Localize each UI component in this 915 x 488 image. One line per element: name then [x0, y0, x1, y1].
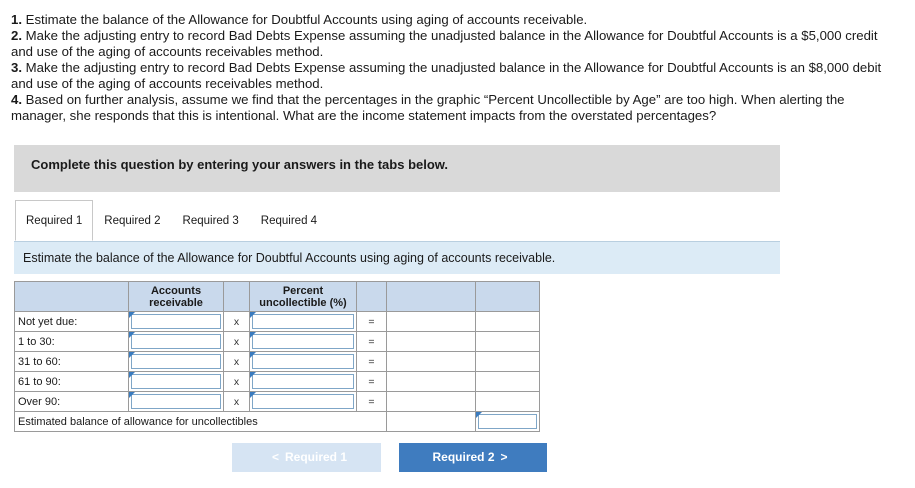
- accounts-receivable-input[interactable]: [131, 394, 221, 409]
- times-symbol: x: [224, 312, 250, 332]
- accounts-receivable-input[interactable]: [131, 374, 221, 389]
- result-cell: [476, 392, 540, 412]
- result-cell: [476, 312, 540, 332]
- result-cell: [387, 372, 476, 392]
- input-flag-icon: [250, 352, 256, 358]
- equals-symbol: =: [357, 392, 387, 412]
- table-row: [15, 392, 540, 412]
- table-row: [15, 352, 540, 372]
- next-required-button[interactable]: [399, 443, 547, 472]
- next-button-label: Required 2: [432, 450, 495, 464]
- header-percent-uncollectible: Percent uncollectible (%): [250, 282, 357, 312]
- percent-uncollectible-input[interactable]: [252, 334, 354, 349]
- estimated-allowance-input[interactable]: [478, 414, 537, 429]
- tab-bar: [15, 200, 328, 242]
- header-blank: [357, 282, 387, 312]
- result-cell: [476, 352, 540, 372]
- table-row: [15, 312, 540, 332]
- input-flag-icon: [129, 352, 135, 358]
- accounts-receivable-input[interactable]: [131, 314, 221, 329]
- header-blank: [15, 282, 129, 312]
- table-row: [15, 372, 540, 392]
- input-flag-icon: [129, 312, 135, 318]
- input-flag-icon: [250, 392, 256, 398]
- input-flag-icon: [250, 372, 256, 378]
- header-blank: [387, 282, 476, 312]
- times-symbol: x: [224, 372, 250, 392]
- row-label: 1 to 30:: [15, 332, 129, 352]
- result-cell: [387, 352, 476, 372]
- input-flag-icon: [129, 332, 135, 338]
- row-label: 31 to 60:: [15, 352, 129, 372]
- tab-instruction: Estimate the balance of the Allowance for Doubtful Accounts using aging of accounts receivable.: [14, 241, 780, 274]
- input-flag-icon: [250, 332, 256, 338]
- aging-table: [14, 281, 540, 432]
- equals-symbol: =: [357, 352, 387, 372]
- equals-symbol: =: [357, 372, 387, 392]
- accounts-receivable-input[interactable]: [131, 334, 221, 349]
- tab-required-2[interactable]: Required 2: [104, 215, 161, 227]
- equals-symbol: =: [357, 332, 387, 352]
- table-header-row: [15, 282, 540, 312]
- row-label: 61 to 90:: [15, 372, 129, 392]
- input-flag-icon: [476, 412, 482, 418]
- row-label: Over 90:: [15, 392, 129, 412]
- question-4: 4. Based on further analysis, assume we find that the percentages in the graphic “Percent Uncollectible by Age” are too high. When alerting the manager, she responds that this is intentional. What are the income statement impacts from the overstated percentages?: [11, 92, 845, 123]
- result-cell: [387, 392, 476, 412]
- instructions-banner: Complete this question by entering your answers in the tabs below.: [14, 145, 780, 192]
- result-cell: [476, 372, 540, 392]
- total-row: [15, 412, 540, 432]
- times-symbol: x: [224, 392, 250, 412]
- header-blank: [224, 282, 250, 312]
- question-list: [11, 12, 901, 124]
- prev-button-label: Required 1: [285, 450, 348, 464]
- question-2: 2. Make the adjusting entry to record Bad Debts Expense assuming the unadjusted balance in the Allowance for Doubtful Accounts is a $5,000 credit and use of the aging of accounts receivables method.: [11, 28, 878, 59]
- percent-uncollectible-input[interactable]: [252, 314, 354, 329]
- tab-required-3[interactable]: Required 3: [182, 215, 239, 227]
- table-row: [15, 332, 540, 352]
- accounts-receivable-input[interactable]: [131, 354, 221, 369]
- equals-symbol: =: [357, 312, 387, 332]
- question-1: 1. Estimate the balance of the Allowance for Doubtful Accounts using aging of accounts receivable.: [11, 12, 588, 27]
- chevron-left-icon: <: [271, 450, 279, 464]
- input-flag-icon: [129, 372, 135, 378]
- tab-required-1[interactable]: Required 1: [15, 200, 93, 241]
- percent-uncollectible-input[interactable]: [252, 354, 354, 369]
- input-flag-icon: [250, 312, 256, 318]
- total-label: Estimated balance of allowance for uncollectibles: [15, 412, 387, 432]
- result-cell: [476, 332, 540, 352]
- result-cell: [387, 312, 476, 332]
- tab-required-4[interactable]: Required 4: [260, 215, 318, 227]
- input-flag-icon: [129, 392, 135, 398]
- total-result-cell: [387, 412, 476, 432]
- row-label: Not yet due:: [15, 312, 129, 332]
- prev-required-button[interactable]: [232, 443, 381, 472]
- header-blank: [476, 282, 540, 312]
- percent-uncollectible-input[interactable]: [252, 374, 354, 389]
- times-symbol: x: [224, 352, 250, 372]
- result-cell: [387, 332, 476, 352]
- times-symbol: x: [224, 332, 250, 352]
- question-3: 3. Make the adjusting entry to record Bad Debts Expense assuming the unadjusted balance in the Allowance for Doubtful Accounts is an $8,000 debit and use of the aging of accounts receivables method.: [11, 60, 882, 91]
- percent-uncollectible-input[interactable]: [252, 394, 354, 409]
- header-accounts-receivable: Accounts receivable: [129, 282, 224, 312]
- chevron-right-icon: >: [500, 450, 508, 464]
